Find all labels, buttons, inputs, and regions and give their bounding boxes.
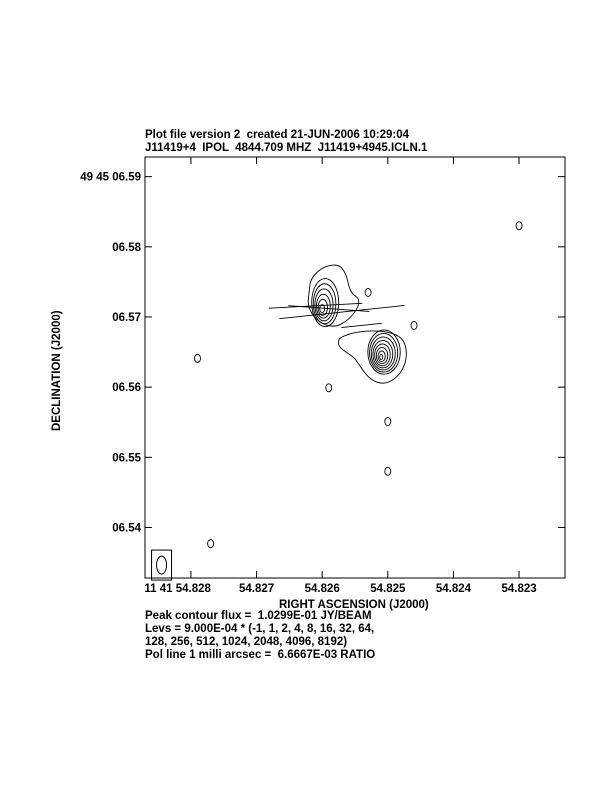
y-tick-label: 06.55: [112, 452, 141, 465]
x-tick-label: 54.827: [238, 583, 275, 595]
noise-contour: [326, 384, 332, 392]
contour-ring-b: [378, 351, 385, 362]
noise-contour: [365, 288, 371, 296]
contour-lines: [195, 222, 523, 548]
contour-ring-a: [312, 279, 339, 327]
header-line-1: Plot file version 2 created 21-JUN-2006 10:29:04: [145, 129, 409, 141]
footer-peak-flux: Peak contour flux = 1.0299E-01 JY/BEAM: [145, 610, 372, 622]
y-axis-label: DECLINATION (J2000): [51, 310, 63, 431]
noise-contour: [195, 354, 201, 362]
beam-box: [152, 550, 172, 580]
noise-contour: [208, 540, 214, 548]
y-tick-label: 49 45 06.59: [80, 171, 141, 184]
footer-pol-scale: Pol line 1 milli arcsec = 6.6667E-03 RATIO: [145, 649, 376, 661]
y-tick-label: 06.54: [112, 522, 141, 535]
x-tick-label: 11 41 54.828: [144, 583, 211, 595]
y-tick-label: 06.57: [112, 311, 141, 324]
header-line-2: J11419+4 IPOL 4844.709 MHZ J11419+4945.ICLN.1: [145, 142, 428, 154]
contour-ring-b: [380, 354, 383, 359]
noise-contour: [411, 321, 417, 329]
noise-contour: [385, 467, 391, 475]
beam-frame: [152, 550, 172, 580]
y-tick-labels: [80, 172, 141, 535]
x-tick-label: 54.823: [501, 583, 537, 595]
x-tick-label: 54.824: [435, 583, 472, 595]
x-tick-labels: [144, 583, 536, 595]
x-tick-label: 54.826: [304, 583, 340, 595]
x-axis-label: RIGHT ASCENSION (J2000): [279, 599, 429, 611]
pol-vector: [279, 305, 404, 318]
noise-contour: [516, 222, 522, 230]
pol-vector: [341, 323, 381, 327]
noise-contour: [385, 418, 391, 426]
footer-levels-2: 128, 256, 512, 1024, 2048, 4096, 8192): [145, 636, 348, 648]
y-tick-label: 06.58: [112, 241, 141, 254]
axis-ticks: [145, 157, 565, 578]
beam-ellipse: [157, 556, 167, 574]
x-tick-label: 54.825: [370, 583, 406, 595]
contour-outer-b: [338, 331, 406, 383]
y-tick-label: 06.56: [112, 382, 141, 395]
footer-levels-1: Levs = 9.000E-04 * (-1, 1, 2, 4, 8, 16, 32, 64,: [145, 623, 375, 635]
contour-ring-b: [370, 333, 398, 372]
plot-frame: [145, 157, 565, 578]
